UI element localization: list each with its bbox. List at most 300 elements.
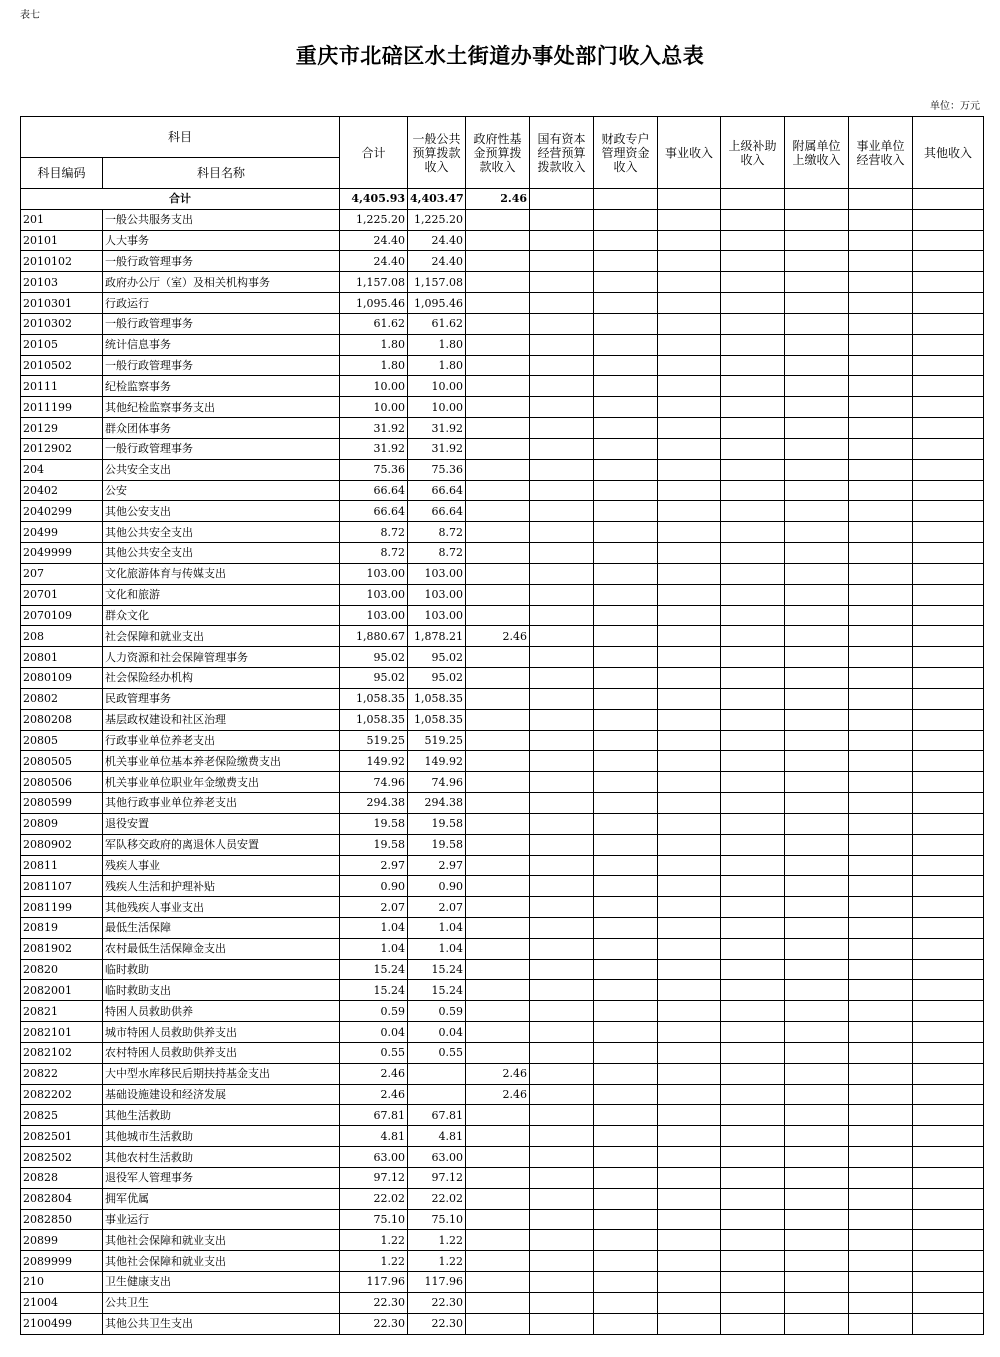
subject-code: 2081902	[21, 938, 103, 959]
table-row	[21, 1001, 984, 1022]
empty-cell	[594, 688, 658, 709]
empty-cell	[658, 876, 721, 897]
table-row	[21, 938, 984, 959]
subject-name: 行政运行	[103, 293, 340, 314]
empty-cell	[530, 980, 594, 1001]
table-row	[21, 626, 984, 647]
amount-general-budget: 75.10	[408, 1209, 466, 1230]
empty-cell	[594, 855, 658, 876]
empty-cell	[530, 563, 594, 584]
subject-name: 其他公共卫生支出	[103, 1313, 340, 1334]
empty-cell	[530, 668, 594, 689]
header-superior-subsidy: 上级补助收入	[721, 117, 785, 189]
empty-cell	[913, 959, 984, 980]
empty-cell	[658, 459, 721, 480]
empty-cell	[913, 1042, 984, 1063]
amount-gov-fund	[466, 793, 530, 814]
subject-name: 一般行政管理事务	[103, 251, 340, 272]
header-total: 合计	[340, 117, 408, 189]
amount-total: 1,225.20	[340, 209, 408, 230]
empty-cell	[658, 1230, 721, 1251]
table-row	[21, 834, 984, 855]
empty-cell	[658, 834, 721, 855]
empty-cell	[913, 501, 984, 522]
empty-cell	[658, 1292, 721, 1313]
empty-cell	[658, 313, 721, 334]
table-row	[21, 897, 984, 918]
empty-cell	[594, 876, 658, 897]
empty-cell	[849, 876, 913, 897]
subject-name: 公共卫生	[103, 1292, 340, 1313]
amount-total: 2.07	[340, 897, 408, 918]
empty-cell	[658, 668, 721, 689]
empty-cell	[658, 709, 721, 730]
subject-code: 20801	[21, 647, 103, 668]
empty-cell	[785, 501, 849, 522]
empty-cell	[658, 1126, 721, 1147]
empty-cell	[658, 626, 721, 647]
table-row	[21, 1147, 984, 1168]
empty-cell	[658, 1272, 721, 1293]
table-row	[21, 980, 984, 1001]
empty-cell	[721, 772, 785, 793]
amount-general-budget: 1.04	[408, 917, 466, 938]
subject-name: 农村特困人员救助供养支出	[103, 1042, 340, 1063]
empty-cell	[530, 334, 594, 355]
amount-general-budget: 294.38	[408, 793, 466, 814]
empty-cell	[785, 1209, 849, 1230]
amount-general-budget: 31.92	[408, 418, 466, 439]
amount-total: 75.10	[340, 1209, 408, 1230]
amount-gov-fund	[466, 1126, 530, 1147]
amount-gov-fund	[466, 876, 530, 897]
empty-cell	[785, 418, 849, 439]
amount-total: 75.36	[340, 459, 408, 480]
empty-cell	[594, 230, 658, 251]
subject-code: 2081199	[21, 897, 103, 918]
amount-general-budget: 0.55	[408, 1042, 466, 1063]
subject-name: 其他残疾人事业支出	[103, 897, 340, 918]
empty-cell	[849, 647, 913, 668]
empty-cell	[849, 313, 913, 334]
amount-total: 95.02	[340, 647, 408, 668]
amount-total: 294.38	[340, 793, 408, 814]
empty-cell	[721, 293, 785, 314]
amount-gov-fund	[466, 980, 530, 1001]
empty-cell	[849, 1230, 913, 1251]
empty-cell	[721, 1001, 785, 1022]
empty-cell	[849, 1188, 913, 1209]
amount-general-budget: 22.02	[408, 1188, 466, 1209]
empty-cell	[785, 605, 849, 626]
subject-code: 2010102	[21, 251, 103, 272]
empty-cell	[594, 626, 658, 647]
empty-cell	[785, 647, 849, 668]
subject-name: 特困人员救助供养	[103, 1001, 340, 1022]
amount-general-budget: 117.96	[408, 1272, 466, 1293]
amount-gov-fund	[466, 688, 530, 709]
empty-cell	[530, 376, 594, 397]
empty-cell	[530, 709, 594, 730]
empty-cell	[594, 543, 658, 564]
empty-cell	[721, 563, 785, 584]
amount-gov-fund	[466, 563, 530, 584]
amount-gov-fund	[466, 543, 530, 564]
table-row	[21, 876, 984, 897]
empty-cell	[530, 917, 594, 938]
empty-cell	[721, 897, 785, 918]
empty-cell	[849, 834, 913, 855]
empty-cell	[849, 626, 913, 647]
empty-cell	[785, 1063, 849, 1084]
empty-cell	[721, 1272, 785, 1293]
table-row	[21, 1063, 984, 1084]
amount-total: 103.00	[340, 605, 408, 626]
empty-cell	[658, 938, 721, 959]
empty-cell	[658, 1313, 721, 1334]
empty-cell	[658, 1001, 721, 1022]
empty-cell	[658, 897, 721, 918]
empty-cell	[849, 376, 913, 397]
table-row	[21, 1105, 984, 1126]
empty-cell	[785, 1188, 849, 1209]
subject-code: 20809	[21, 813, 103, 834]
amount-general-budget: 103.00	[408, 563, 466, 584]
empty-cell	[849, 688, 913, 709]
table-row	[21, 480, 984, 501]
amount-total: 1.22	[340, 1251, 408, 1272]
empty-cell	[849, 1042, 913, 1063]
empty-cell	[594, 313, 658, 334]
empty-cell	[913, 876, 984, 897]
subject-code: 20828	[21, 1167, 103, 1188]
subject-code: 210	[21, 1272, 103, 1293]
empty-cell	[658, 501, 721, 522]
empty-cell	[849, 272, 913, 293]
empty-cell	[658, 334, 721, 355]
empty-cell	[849, 209, 913, 230]
table-row	[21, 1084, 984, 1105]
amount-gov-fund	[466, 418, 530, 439]
empty-cell	[721, 959, 785, 980]
amount-gov-fund	[466, 230, 530, 251]
empty-cell	[530, 1292, 594, 1313]
subject-name: 拥军优属	[103, 1188, 340, 1209]
subject-code: 204	[21, 459, 103, 480]
subject-name: 公安	[103, 480, 340, 501]
subject-code: 20105	[21, 334, 103, 355]
empty-cell	[721, 751, 785, 772]
empty-cell	[721, 730, 785, 751]
empty-cell	[913, 793, 984, 814]
subject-code: 2080902	[21, 834, 103, 855]
empty-cell	[721, 1167, 785, 1188]
empty-cell	[849, 543, 913, 564]
empty-cell	[849, 813, 913, 834]
empty-cell	[849, 584, 913, 605]
table-row	[21, 1167, 984, 1188]
subject-code: 2089999	[21, 1251, 103, 1272]
amount-gov-fund: 2.46	[466, 626, 530, 647]
subject-name: 其他行政事业单位养老支出	[103, 793, 340, 814]
subject-code: 20701	[21, 584, 103, 605]
empty-cell	[530, 876, 594, 897]
empty-cell	[594, 751, 658, 772]
table-header	[21, 117, 984, 189]
table-row	[21, 230, 984, 251]
empty-cell	[721, 1042, 785, 1063]
amount-total: 1.80	[340, 355, 408, 376]
empty-cell	[530, 855, 594, 876]
empty-cell	[913, 313, 984, 334]
amount-gov-fund	[466, 251, 530, 272]
page-title: 重庆市北碚区水土街道办事处部门收入总表	[295, 43, 705, 68]
table-row	[21, 209, 984, 230]
empty-cell	[849, 605, 913, 626]
empty-cell	[721, 397, 785, 418]
subject-name: 其他公安支出	[103, 501, 340, 522]
empty-cell	[530, 543, 594, 564]
empty-cell	[594, 1272, 658, 1293]
empty-cell	[785, 1313, 849, 1334]
amount-gov-fund	[466, 1147, 530, 1168]
empty-cell	[530, 1230, 594, 1251]
table-row	[21, 855, 984, 876]
empty-cell	[913, 605, 984, 626]
amount-general-budget: 1,058.35	[408, 688, 466, 709]
amount-gov-fund	[466, 938, 530, 959]
amount-gov-fund	[466, 272, 530, 293]
empty-cell	[594, 709, 658, 730]
empty-cell	[913, 980, 984, 1001]
empty-cell	[530, 1251, 594, 1272]
amount-total: 519.25	[340, 730, 408, 751]
amount-total: 1.04	[340, 917, 408, 938]
empty-cell	[594, 1251, 658, 1272]
amount-total: 19.58	[340, 813, 408, 834]
table-row	[21, 813, 984, 834]
table-row	[21, 272, 984, 293]
subject-code: 21004	[21, 1292, 103, 1313]
table-row	[21, 688, 984, 709]
empty-cell	[594, 418, 658, 439]
amount-total: 1.04	[340, 938, 408, 959]
empty-cell	[849, 751, 913, 772]
empty-cell	[849, 1001, 913, 1022]
empty-cell	[849, 730, 913, 751]
empty-cell	[849, 1126, 913, 1147]
empty-cell	[594, 813, 658, 834]
table-row	[21, 647, 984, 668]
amount-general-budget: 10.00	[408, 376, 466, 397]
table-row	[21, 522, 984, 543]
empty-cell	[721, 1292, 785, 1313]
empty-cell	[785, 876, 849, 897]
amount-gov-fund	[466, 1209, 530, 1230]
empty-cell	[913, 1313, 984, 1334]
amount-general-budget: 1,095.46	[408, 293, 466, 314]
empty-cell	[530, 897, 594, 918]
subject-name: 机关事业单位基本养老保险缴费支出	[103, 751, 340, 772]
amount-gov-fund	[466, 917, 530, 938]
subject-code: 2080109	[21, 668, 103, 689]
table-row	[21, 543, 984, 564]
empty-cell	[849, 917, 913, 938]
empty-cell	[721, 459, 785, 480]
empty-cell	[594, 1313, 658, 1334]
empty-cell	[721, 1063, 785, 1084]
subject-code: 20822	[21, 1063, 103, 1084]
subject-code: 20805	[21, 730, 103, 751]
empty-cell	[721, 522, 785, 543]
empty-cell	[913, 1292, 984, 1313]
empty-cell	[785, 1292, 849, 1313]
empty-cell	[530, 251, 594, 272]
amount-general-budget: 24.40	[408, 251, 466, 272]
empty-cell	[913, 1105, 984, 1126]
empty-cell	[594, 1167, 658, 1188]
subject-code: 2082202	[21, 1084, 103, 1105]
empty-cell	[913, 855, 984, 876]
empty-cell	[721, 209, 785, 230]
amount-total: 24.40	[340, 230, 408, 251]
subject-code: 2049999	[21, 543, 103, 564]
subject-name: 其他纪检监察事务支出	[103, 397, 340, 418]
amount-general-budget: 2.97	[408, 855, 466, 876]
amount-general-budget: 1,878.21	[408, 626, 466, 647]
empty-cell	[530, 584, 594, 605]
amount-gov-fund	[466, 668, 530, 689]
amount-total: 2.97	[340, 855, 408, 876]
empty-cell	[530, 293, 594, 314]
amount-general-budget: 61.62	[408, 313, 466, 334]
subject-code: 20499	[21, 522, 103, 543]
amount-general-budget: 1.80	[408, 334, 466, 355]
amount-general-budget: 1.22	[408, 1251, 466, 1272]
amount-general-budget: 1.22	[408, 1230, 466, 1251]
amount-gov-fund	[466, 647, 530, 668]
empty-cell	[658, 1063, 721, 1084]
subject-name: 政府办公厅（室）及相关机构事务	[103, 272, 340, 293]
subject-code: 2010502	[21, 355, 103, 376]
empty-cell	[849, 438, 913, 459]
empty-cell	[913, 1022, 984, 1043]
empty-cell	[530, 751, 594, 772]
empty-cell	[721, 709, 785, 730]
empty-cell	[913, 1230, 984, 1251]
empty-cell	[849, 230, 913, 251]
empty-cell	[785, 1022, 849, 1043]
empty-cell	[849, 855, 913, 876]
empty-cell	[849, 522, 913, 543]
empty-cell	[785, 397, 849, 418]
empty-cell	[849, 251, 913, 272]
amount-general-budget: 66.64	[408, 501, 466, 522]
subject-name: 群众文化	[103, 605, 340, 626]
empty-cell	[594, 438, 658, 459]
empty-cell	[785, 459, 849, 480]
empty-cell	[658, 251, 721, 272]
empty-cell	[530, 1209, 594, 1230]
empty-cell	[594, 522, 658, 543]
empty-cell	[721, 793, 785, 814]
amount-total: 0.59	[340, 1001, 408, 1022]
empty-cell	[785, 1167, 849, 1188]
subject-code: 2082804	[21, 1188, 103, 1209]
empty-cell	[530, 1188, 594, 1209]
empty-cell	[721, 1126, 785, 1147]
amount-total: 1,058.35	[340, 709, 408, 730]
empty-cell	[530, 959, 594, 980]
empty-cell	[913, 897, 984, 918]
empty-cell	[721, 855, 785, 876]
subject-code: 2080505	[21, 751, 103, 772]
empty-cell	[530, 501, 594, 522]
empty-cell	[658, 1147, 721, 1168]
subject-name: 社会保障和就业支出	[103, 626, 340, 647]
table-row	[21, 959, 984, 980]
header-business-income: 事业收入	[658, 117, 721, 189]
empty-cell	[594, 1084, 658, 1105]
empty-cell	[530, 813, 594, 834]
amount-total: 61.62	[340, 313, 408, 334]
empty-cell	[658, 730, 721, 751]
empty-cell	[721, 355, 785, 376]
amount-gov-fund	[466, 1167, 530, 1188]
empty-cell	[913, 397, 984, 418]
amount-gov-fund	[466, 709, 530, 730]
subject-code: 2082850	[21, 1209, 103, 1230]
amount-gov-fund	[466, 501, 530, 522]
amount-total: 0.04	[340, 1022, 408, 1043]
subject-name: 文化旅游体育与传媒支出	[103, 563, 340, 584]
amount-total: 22.02	[340, 1188, 408, 1209]
empty-cell	[594, 917, 658, 938]
amount-gov-fund	[466, 438, 530, 459]
empty-cell	[785, 313, 849, 334]
empty-cell	[785, 334, 849, 355]
amount-general-budget: 63.00	[408, 1147, 466, 1168]
empty-cell	[849, 938, 913, 959]
header-general-budget: 一般公共预算拨款收入	[408, 117, 466, 189]
empty-cell	[658, 751, 721, 772]
amount-general-budget: 1,058.35	[408, 709, 466, 730]
amount-gov-fund	[466, 1105, 530, 1126]
empty-cell	[721, 688, 785, 709]
empty-cell	[658, 980, 721, 1001]
empty-cell	[785, 793, 849, 814]
amount-total: 0.55	[340, 1042, 408, 1063]
empty-cell	[913, 251, 984, 272]
empty-cell	[785, 480, 849, 501]
table-row	[21, 1022, 984, 1043]
table-row	[21, 418, 984, 439]
amount-gov-fund	[466, 834, 530, 855]
amount-gov-fund	[466, 334, 530, 355]
amount-gov-fund	[466, 293, 530, 314]
empty-cell	[785, 897, 849, 918]
empty-cell	[658, 772, 721, 793]
empty-cell	[658, 397, 721, 418]
empty-cell	[913, 1063, 984, 1084]
empty-cell	[913, 376, 984, 397]
subject-code: 20825	[21, 1105, 103, 1126]
empty-cell	[913, 1209, 984, 1230]
empty-cell	[913, 334, 984, 355]
empty-cell	[849, 418, 913, 439]
subject-name: 基层政权建设和社区治理	[103, 709, 340, 730]
empty-cell	[530, 626, 594, 647]
